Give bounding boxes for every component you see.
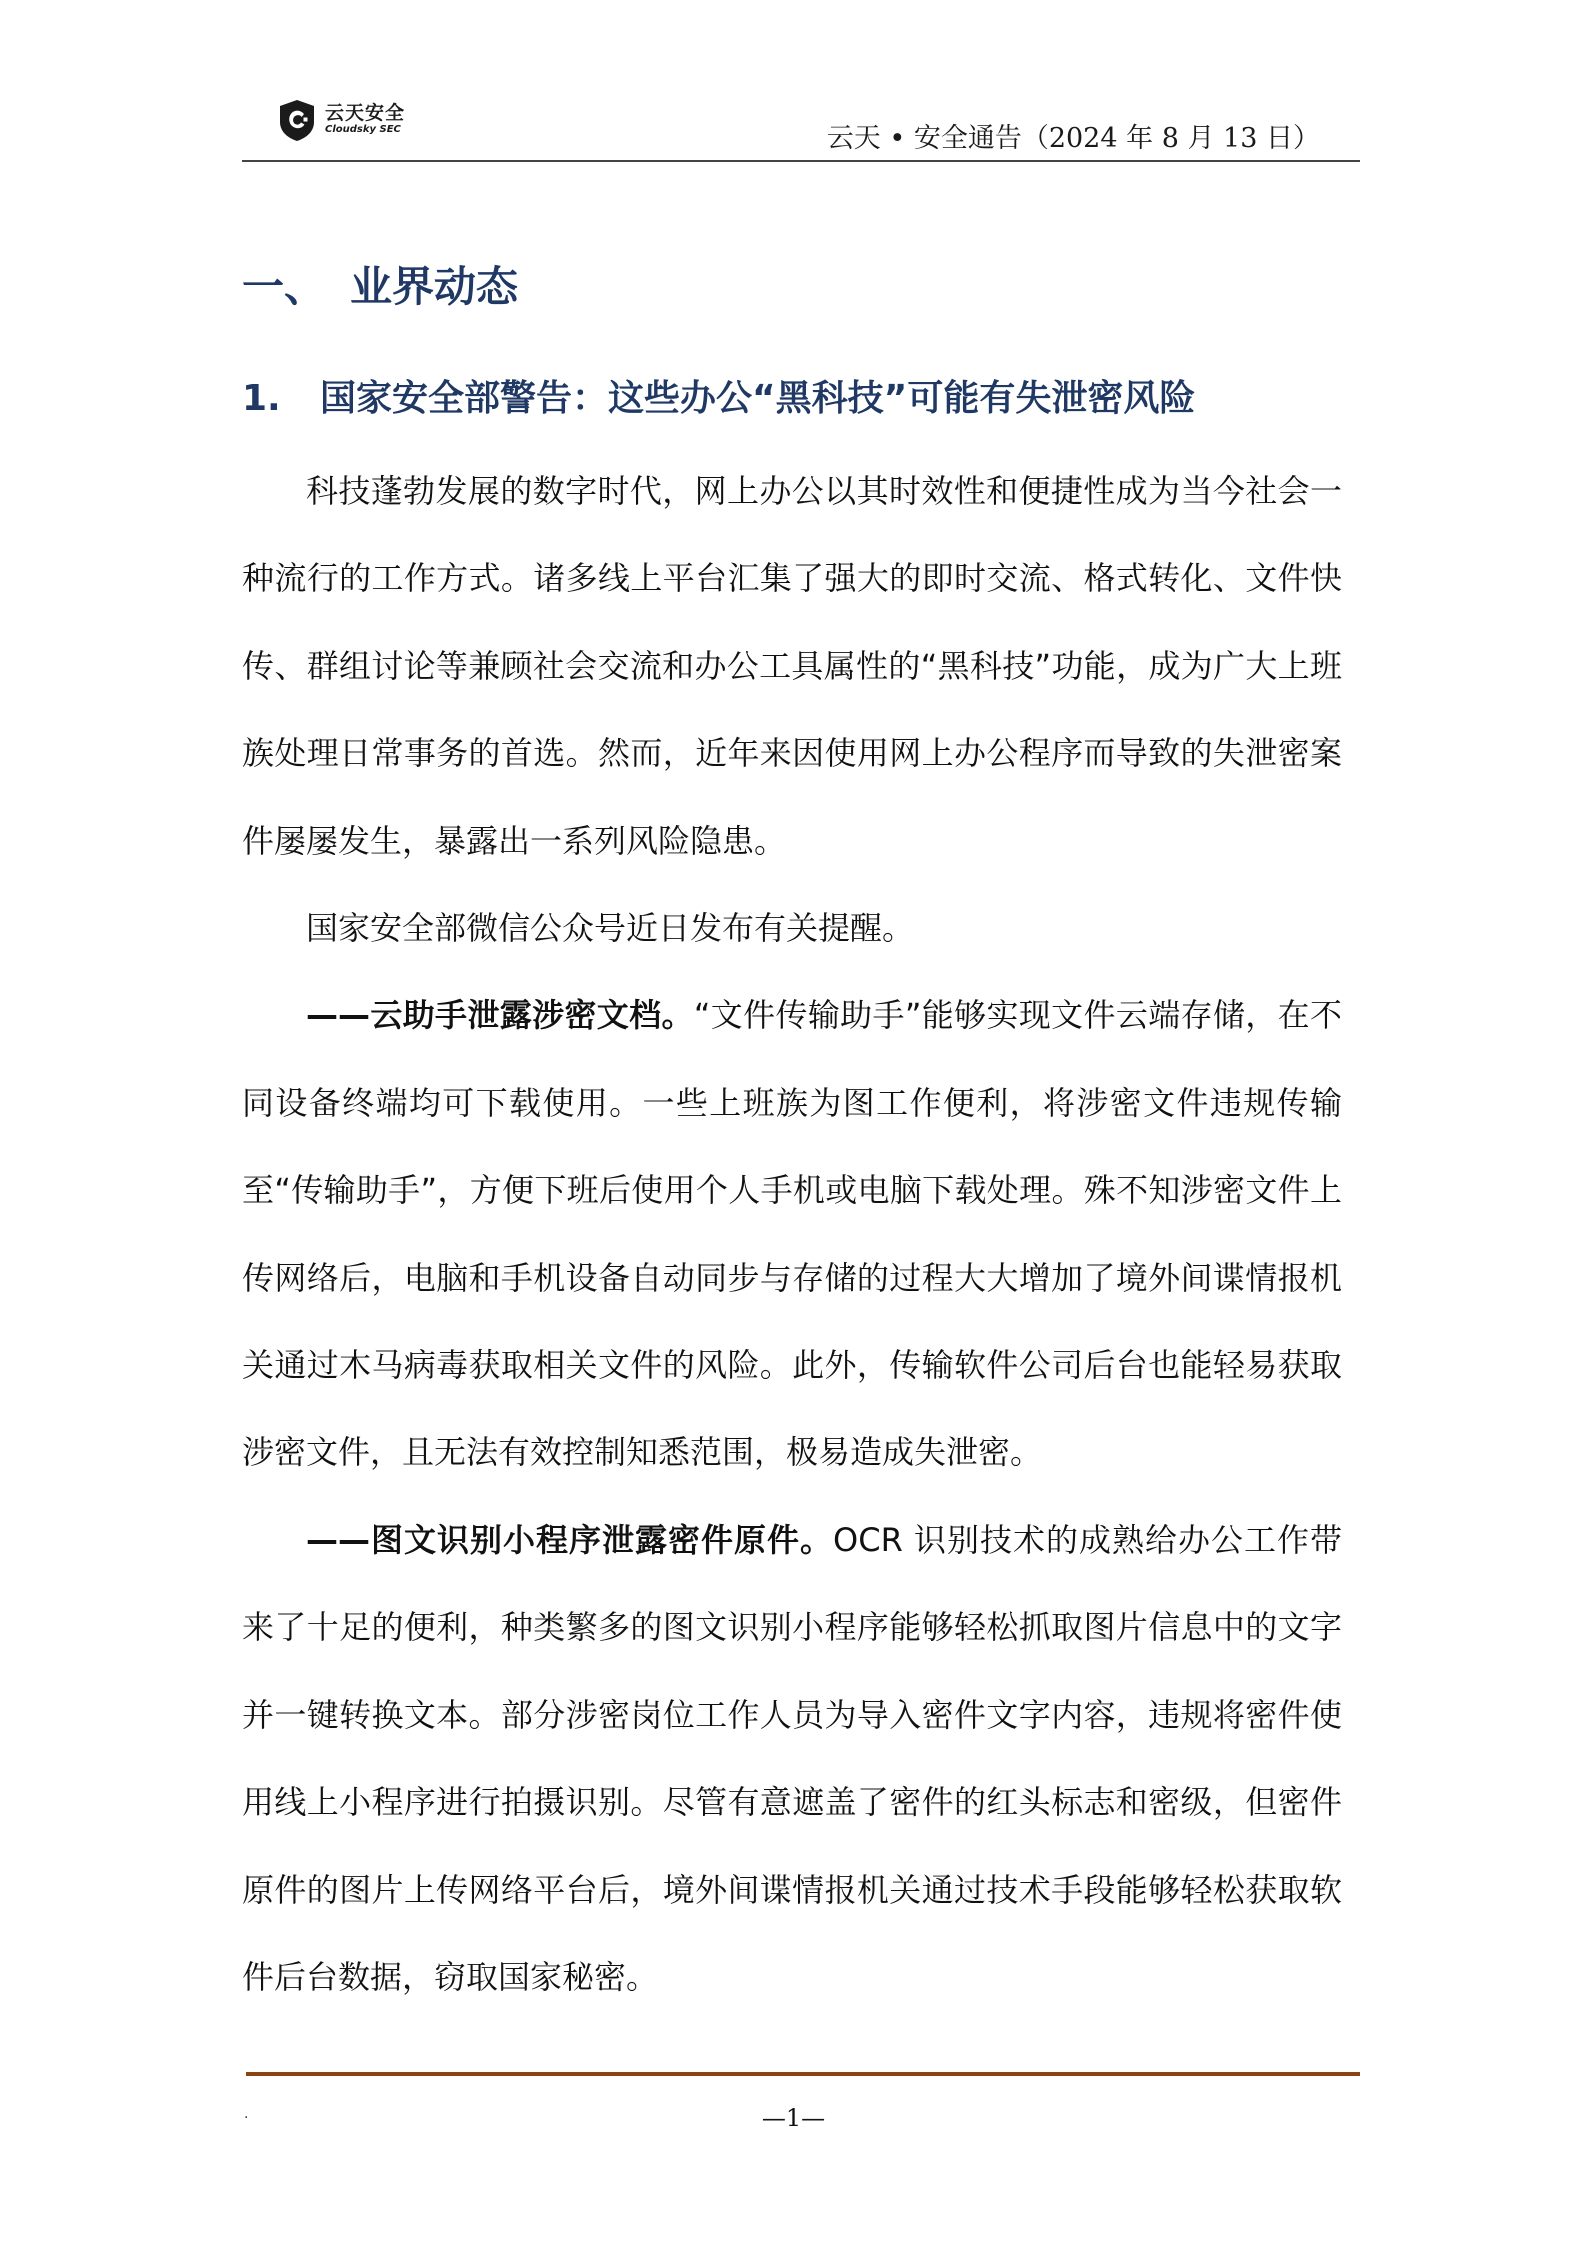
- footer-divider: [246, 2072, 1360, 2076]
- header-divider: [242, 160, 1360, 162]
- header-title: 云天 • 安全通告（2024 年 8 月 13 日）: [826, 123, 1320, 154]
- paragraph: [242, 448, 1342, 885]
- article-number: 1.: [242, 378, 281, 419]
- paragraph-lead: ——云助手泄露涉密文档。: [306, 996, 694, 1035]
- paragraph: [242, 885, 1342, 972]
- paragraph: [242, 1497, 1342, 2021]
- footer-mark: .: [244, 2106, 249, 2122]
- section-title: 业界动态: [350, 262, 519, 311]
- cloudsky-logo: [277, 98, 457, 148]
- logo-text-en: Cloudsky SEC: [325, 124, 401, 135]
- shield-logo-icon: [277, 98, 317, 142]
- section-heading: [242, 254, 518, 314]
- logo-text-cn: 云天安全: [325, 102, 406, 124]
- paragraph-text: 科技蓬勃发展的数字时代，网上办公以其时效性和便捷性成为当今社会一种流行的工作方式。诸多线上平台汇集了强大的即时交流、格式转化、文件快传、群组讨论等兼顾社会交流和办公工具属性的“黑科技”功能，成为广大上班族处理日常事务的首选。然而，近年来因使用网上办公程序而导致的失泄密案件屡屡发生，暴露出一系列风险隐患。: [242, 472, 1342, 860]
- article-body: [242, 448, 1342, 2021]
- article-title: 国家安全部警告：这些办公“黑科技”可能有失泄密风险: [320, 378, 1196, 419]
- page-number: —1—: [761, 2104, 826, 2132]
- paragraph-text: “文件传输助手”能够实现文件云端存储，在不同设备终端均可下载使用。一些上班族为图工作便利，将涉密文件违规传输至“传输助手”，方便下班后使用个人手机或电脑下载处理。殊不知涉密文件上传网络后，电脑和手机设备自动同步与存储的过程大大增加了境外间谍情报机关通过木马病毒获取相关文件的风险。此外，传输软件公司后台也能轻易获取涉密文件，且无法有效控制知悉范围，极易造成失泄密。: [242, 996, 1342, 1472]
- page-header: [242, 96, 1360, 162]
- section-number: 一、: [242, 262, 327, 311]
- paragraph: [242, 972, 1342, 1496]
- paragraph-text: OCR 识别技术的成熟给办公工作带来了十足的便利，种类繁多的图文识别小程序能够轻松抓取图片信息中的文字并一键转换文本。部分涉密岗位工作人员为导入密件文字内容，违规将密件使用线上小程序进行拍摄识别。尽管有意遮盖了密件的红头标志和密级，但密件原件的图片上传网络平台后，境外间谍情报机关通过技术手段能够轻松获取软件后台数据，窃取国家秘密。: [242, 1520, 1342, 1996]
- paragraph-lead: ——图文识别小程序泄露密件原件。: [306, 1520, 834, 1559]
- article-heading: [242, 370, 1195, 421]
- paragraph-text: 国家安全部微信公众号近日发布有关提醒。: [306, 909, 915, 948]
